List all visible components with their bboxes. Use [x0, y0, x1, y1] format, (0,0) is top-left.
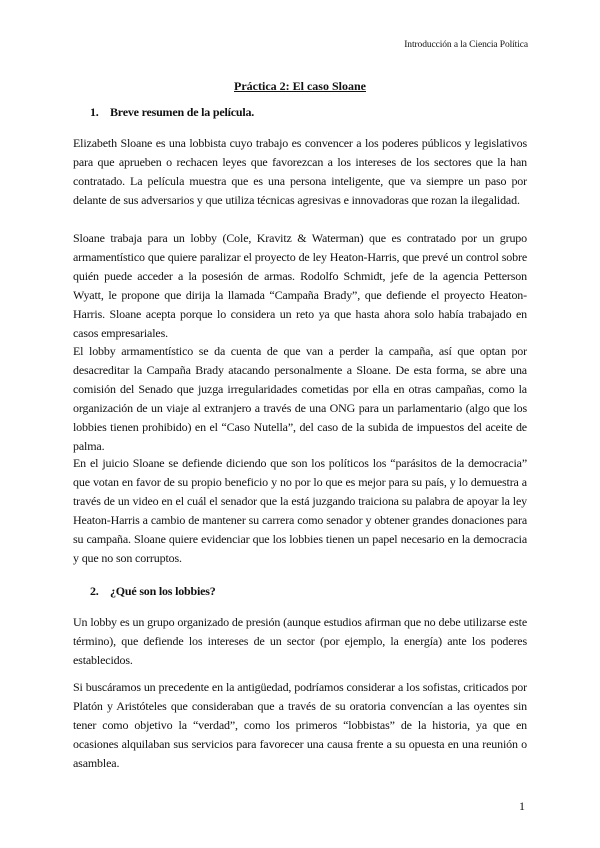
paragraph: En el juicio Sloane se defiende diciendo que son los políticos los “parásitos de la democracia” que votan en favor de su propio beneficio y no por lo que es mejor para su país, y lo demuestra a través de un video en el cuál el senador que la está juzgando traiciona su palabra de apoyar la ley Heaton-Harris a cambio de mantener su carrera como senador y obtener grandes donaciones para su campaña. Sloane quiere evidenciar que los lobbies tienen un papel necesario en la democracia y que no son corruptos.	[73, 456, 527, 565]
paragraph: Elizabeth Sloane es una lobbista cuyo trabajo es convencer a los poderes públicos y legislativos para que aprueben o rechacen leyes que favorezcan a los intereses de los sectores que la han contratado. La película muestra que es una persona inteligente, que va siempre un paso por delante de sus adversarios y que utiliza técnicas agresivas e innovadoras que rozan la ilegalidad.	[73, 136, 527, 207]
paragraph: El lobby armamentístico se da cuenta de que van a perder la campaña, así que optan por desacreditar la Campaña Brady atacando personalmente a Sloane. De esta forma, se abre una comisión del Senado que juzga irregularidades cometidas por ella en otras campañas, como la organización de un viaje al extranjero a través de una ONG para un parlamentario (algo que los lobbies tienen prohibido) en el “Caso Nutella”, del caso de la subida de impuestos del aceite de palma.	[73, 344, 527, 453]
section-number: 1.	[90, 105, 99, 119]
section-heading-text: Breve resumen de la película.	[110, 105, 255, 119]
page-number: 1	[519, 799, 525, 813]
section-heading-text: ¿Qué son los lobbies?	[110, 584, 216, 598]
paragraph: Si buscáramos un precedente en la antigüedad, podríamos considerar a los sofistas, criticados por Platón y Aristóteles que consideraban que a través de su oratoria convencían a las oyentes sin tener como objetivo la “verdad”, como los primeros “lobbistas” de la historia, ya que en ocasiones alquilaban sus servicios para favorecer una causa frente a su opuesta en una reunión o asamblea.	[73, 680, 527, 770]
section-number: 2.	[90, 584, 99, 598]
section-heading	[90, 105, 254, 120]
paragraph: Sloane trabaja para un lobby (Cole, Kravitz & Waterman) que es contratado por un grupo armamentístico que quiere paralizar el proyecto de ley Heaton-Harris, que prevé un control sobre quién puede acceder a la posesión de armas. Rodolfo Schmidt, jefe de la agencia Petterson Wyatt, le propone que dirija la llamada “Campaña Brady”, que defiende el proyecto Heaton-Harris. Sloane acepta porque lo considera un reto ya que hasta ahora solo había trabajado en casos empresariales.	[73, 231, 527, 340]
paragraph: Un lobby es un grupo organizado de presión (aunque estudios afirman que no debe utilizarse este término), que defiende los intereses de un sector (por ejemplo, la energía) ante los poderes establecidos.	[73, 615, 527, 667]
page-title: Práctica 2: El caso Sloane	[234, 79, 366, 93]
running-header: Introducción a la Ciencia Política	[404, 40, 528, 50]
section-heading	[90, 584, 216, 599]
